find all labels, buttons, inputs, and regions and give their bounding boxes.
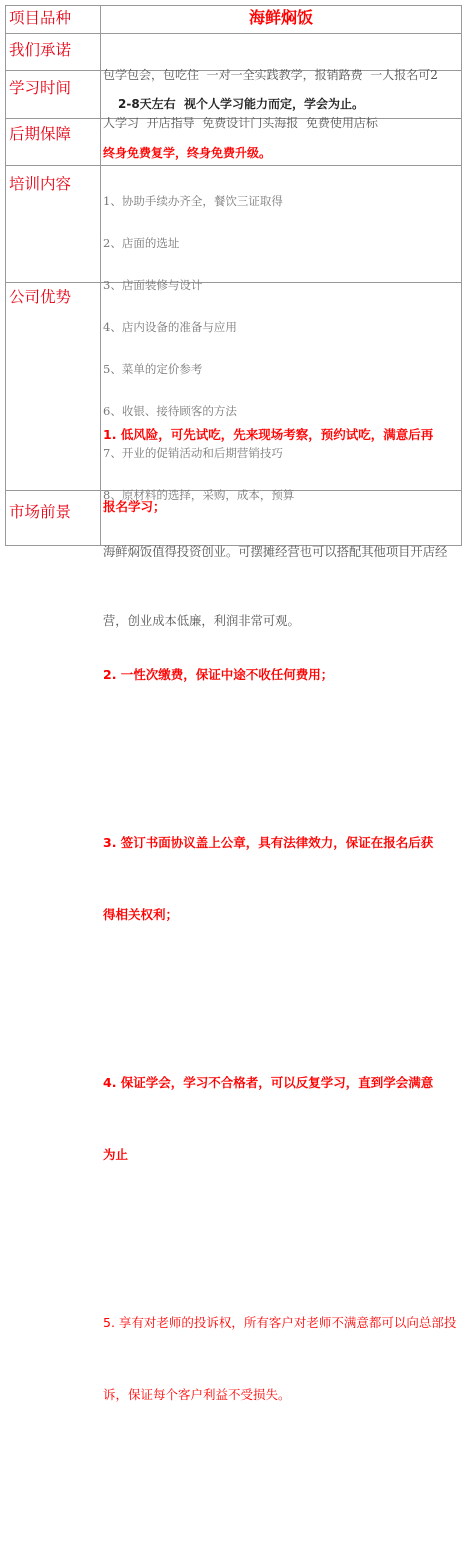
advantage-line: 4. 保证学会，学习不合格者，可以反复学习，直到学会满意 xyxy=(103,1075,434,1090)
promise-line: 人学习 开店指导 免费设计门头海报 免费使用店标 xyxy=(103,116,378,130)
advantage-item xyxy=(103,783,461,975)
training-item: 8、原材料的选择，采购，成本，预算 xyxy=(103,488,295,502)
advantage-line: 5. 享有对老师的投诉权，所有客户对老师不满意都可以向总部投 xyxy=(103,1315,457,1330)
advantage-line: 为止 xyxy=(103,1147,129,1162)
advantage-line: 2. 一性次缴费，保证中途不收任何费用； xyxy=(103,667,334,682)
advantage-line: 3. 签订书面协议盖上公章，具有法律效力，保证在报名后获 xyxy=(103,835,434,850)
promise-line: 包学包会，包吃住 一对一全实践教学，报销路费 一人报名可2 xyxy=(103,68,438,82)
advantage-line: 报名学习； xyxy=(103,499,166,514)
advantage-line: 诉，保证每个客户利益不受损失。 xyxy=(103,1387,291,1402)
row-after-service xyxy=(6,118,461,165)
market-line: 海鲜焖饭值得投资创业。可摆摊经营也可以搭配其他项目开店经 xyxy=(103,545,448,559)
training-item: 5、菜单的定价参考 xyxy=(103,362,203,376)
row-label-product: 项目品种 xyxy=(6,6,101,33)
advantage-line: 1. 低风险，可先试吃，先来现场考察，预约试吃，满意后再 xyxy=(103,427,434,442)
advantage-line: 得相关权利； xyxy=(103,907,179,922)
row-label-market: 市场前景 xyxy=(6,491,101,545)
row-label-advantages: 公司优势 xyxy=(6,283,101,490)
market-text xyxy=(101,491,461,628)
row-market xyxy=(6,490,461,628)
training-item: 1、协助手续办齐全，餐饮三证取得 xyxy=(103,194,283,208)
row-product xyxy=(6,6,461,33)
course-info-table xyxy=(5,5,462,1402)
advantage-item xyxy=(103,1023,461,1215)
row-label-promise: 我们承诺 xyxy=(6,34,101,70)
market-line: 营，创业成本低廉，利润非常可观。 xyxy=(103,614,300,628)
training-item: 3、店面装修与设计 xyxy=(103,278,203,292)
row-label-study-time: 学习时间 xyxy=(6,71,101,118)
product-name: 海鲜焖饭 xyxy=(248,8,313,27)
training-item: 4、店内设备的准备与应用 xyxy=(103,320,237,334)
row-label-training: 培训内容 xyxy=(6,166,101,282)
row-label-after-service: 后期保障 xyxy=(6,119,101,165)
training-item: 2、店面的选址 xyxy=(103,236,180,250)
training-item: 6、收银、接待顾客的方法 xyxy=(103,404,237,418)
advantage-item xyxy=(103,1263,461,1455)
study-time-text: 2-8天左右 视个人学习能力而定，学会为止。 xyxy=(118,97,365,111)
training-item: 7、开业的促销活动和后期营销技巧 xyxy=(103,446,283,460)
after-service-text: 终身免费复学，终身免费升级。 xyxy=(103,146,272,160)
row-study-time xyxy=(6,70,461,118)
